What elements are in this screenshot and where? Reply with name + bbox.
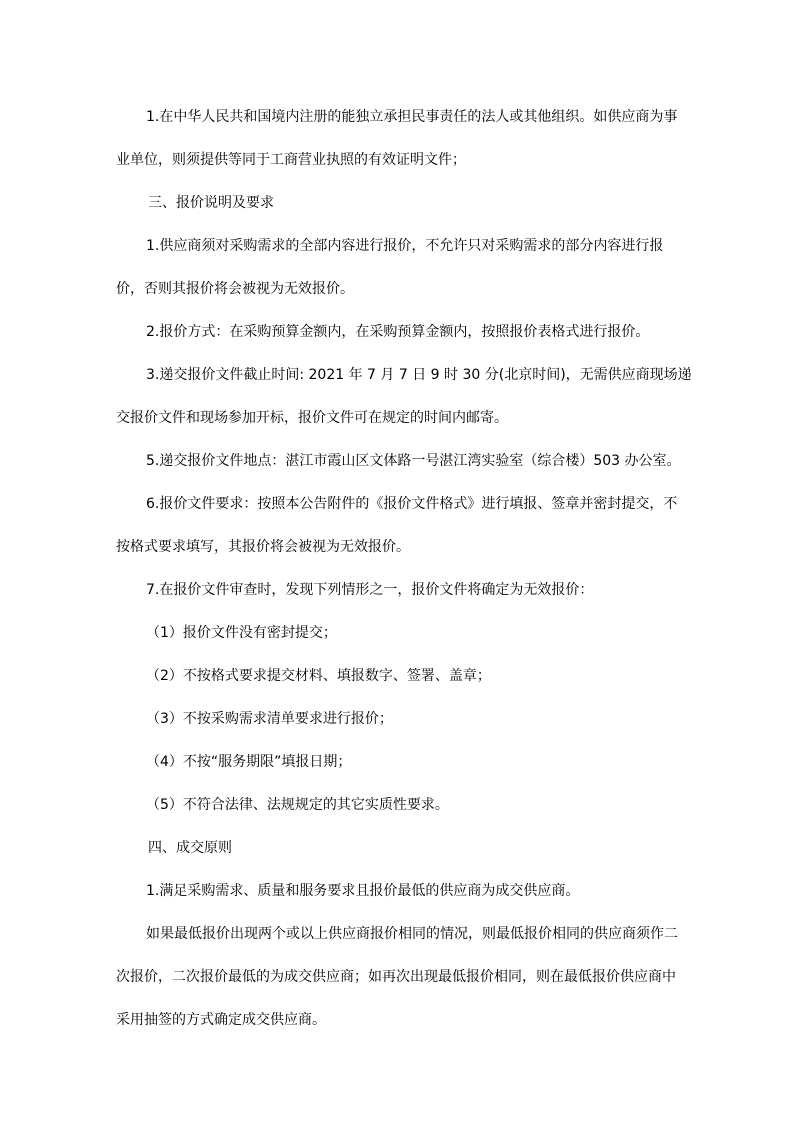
list-item: （2）不按格式要求提交材料、填报数字、签署、盖章；	[146, 668, 491, 684]
paragraph-line: 交报价文件和现场参加开标，报价文件可在规定的时间内邮寄。	[116, 410, 508, 426]
paragraph-line: 次报价，二次报价最低的为成交供应商；如再次出现最低报价相同，则在最低报价供应商中	[116, 969, 676, 985]
paragraph-line: 1.在中华人民共和国境内注册的能独立承担民事责任的法人或其他组织。如供应商为事	[146, 109, 678, 125]
paragraph-line: 1.供应商须对采购需求的全部内容进行报价，不允许只对采购需求的部分内容进行报	[146, 238, 664, 254]
paragraph-line: 1.满足采购需求、质量和服务要求且报价最低的供应商为成交供应商。	[146, 883, 580, 899]
section-heading: 三、报价说明及要求	[148, 195, 274, 211]
paragraph-line: 7.在报价文件审查时，发现下列情形之一，报价文件将确定为无效报价：	[146, 582, 594, 598]
paragraph-line: 采用抽签的方式确定成交供应商。	[116, 1012, 326, 1028]
paragraph-line: 业单位，则须提供等同于工商营业执照的有效证明文件；	[116, 152, 466, 168]
paragraph-line: 2.报价方式：在采购预算金额内，在采购预算金额内，按照报价表格式进行报价。	[146, 324, 650, 340]
paragraph-line: 按格式要求填写，其报价将会被视为无效报价。	[116, 539, 410, 555]
list-item: （3）不按采购需求清单要求进行报价；	[146, 711, 393, 727]
paragraph-line: 如果最低报价出现两个或以上供应商报价相同的情况，则最低报价相同的供应商须作二	[146, 926, 678, 942]
paragraph-line: 价，否则其报价将会被视为无效报价。	[116, 281, 354, 297]
list-item: （5）不符合法律、法规规定的其它实质性要求。	[146, 797, 449, 813]
paragraph-line: 5.递交报价文件地点：湛江市霞山区文体路一号湛江湾实验室（综合楼）503 办公室。	[146, 453, 681, 469]
section-heading: 四、成交原则	[148, 840, 232, 856]
list-item: （1）报价文件没有密封提交；	[146, 625, 337, 641]
paragraph-line: 3.递交报价文件截止时间: 2021 年 7 月 7 日 9 时 30 分(北京时间)，无需供应商现场递	[146, 367, 692, 383]
paragraph-line: 6.报价文件要求：按照本公告附件的《报价文件格式》进行填报、签章并密封提交，不	[146, 496, 678, 512]
list-item: （4）不按“服务期限”填报日期；	[146, 754, 352, 770]
